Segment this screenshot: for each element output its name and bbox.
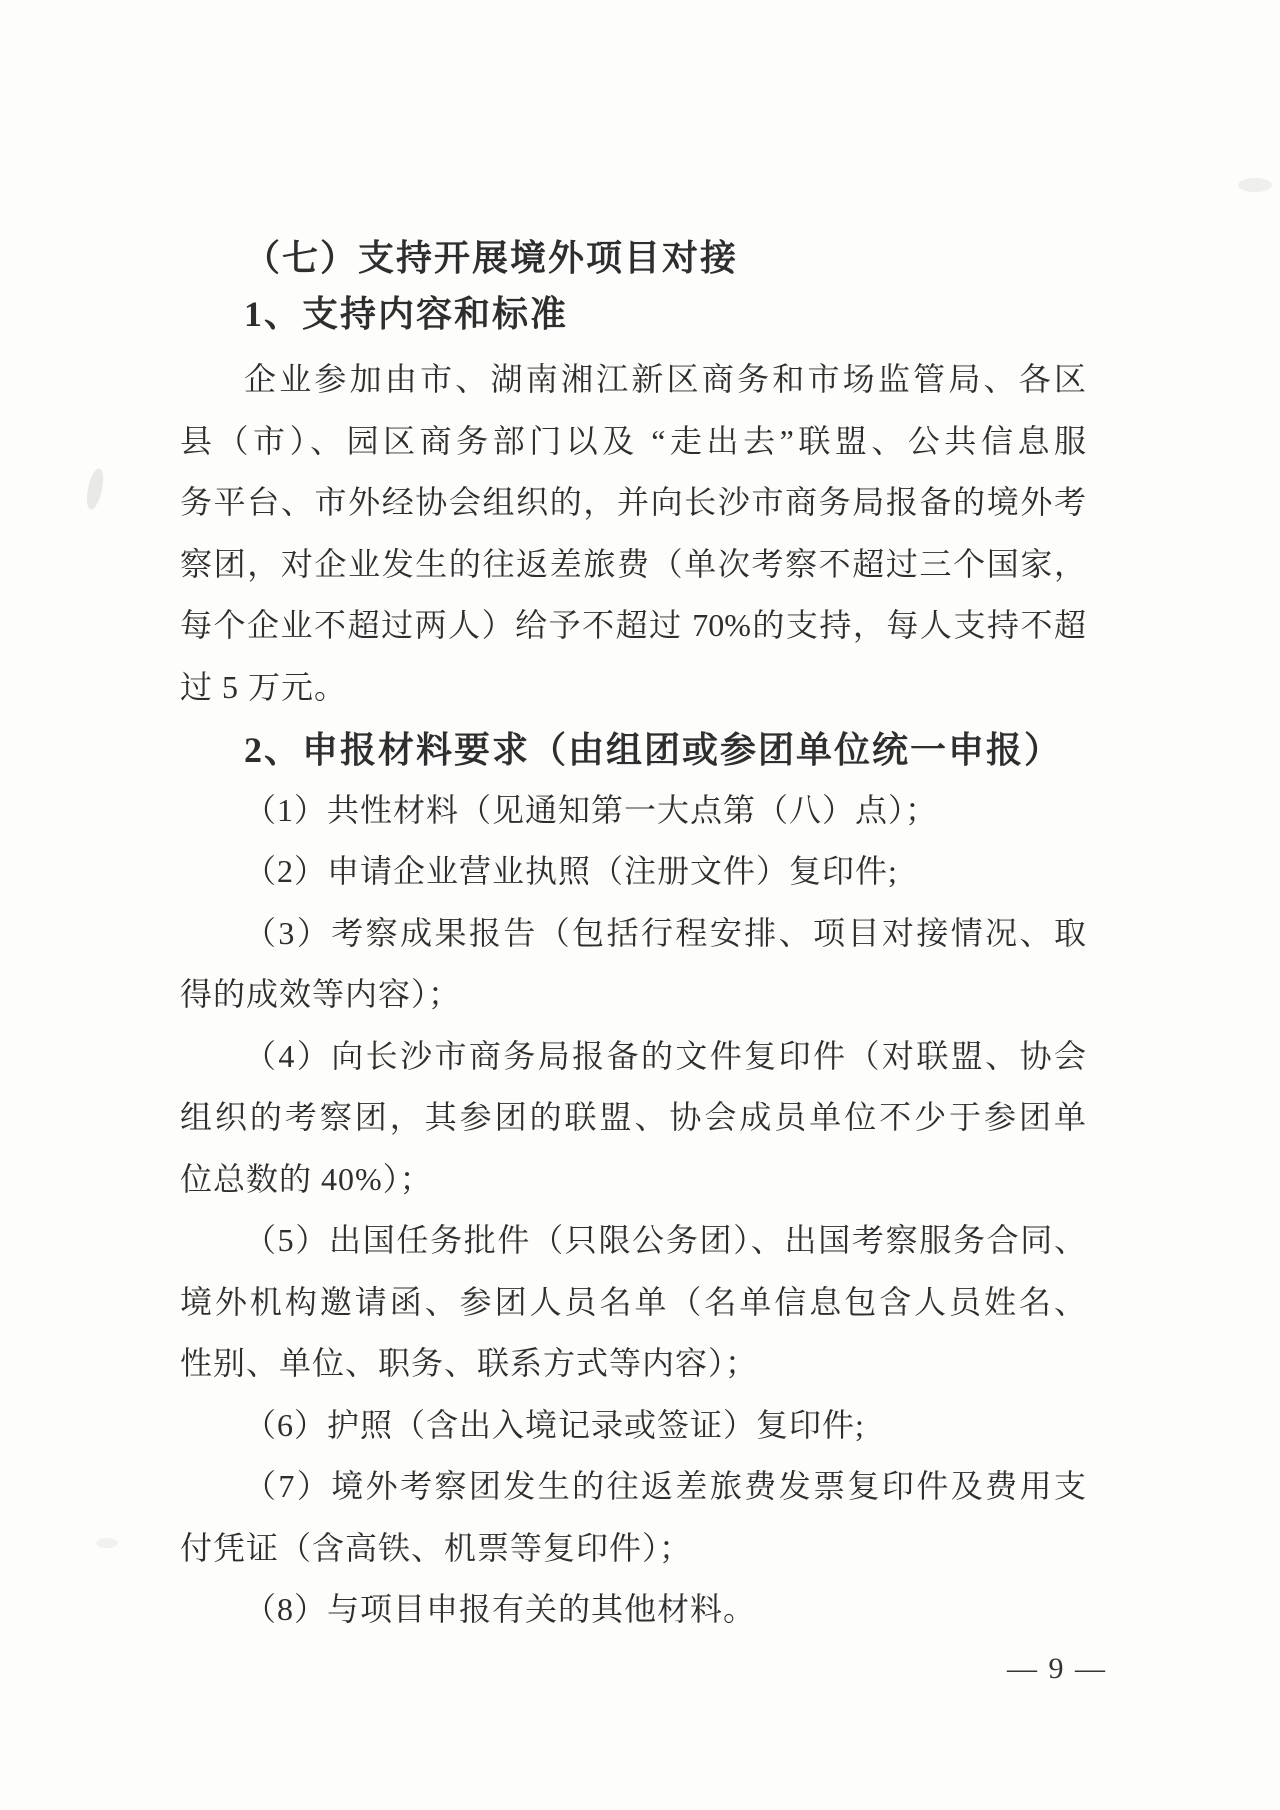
subsection-heading-1: 1、支持内容和标准 <box>244 294 569 334</box>
list-item-line: （5）出国任务批件（只限公务团）、出国考察服务合同、 <box>244 1222 1086 1258</box>
paragraph-line: 每个企业不超过两人）给予不超过 70%的支持，每人支持不超 <box>180 607 1086 643</box>
list-item-line: 付凭证（含高铁、机票等复印件）； <box>180 1530 693 1566</box>
list-item-line: （7）境外考察团发生的往返差旅费发票复印件及费用支 <box>244 1468 1086 1504</box>
scan-smudge <box>1238 178 1272 192</box>
subsection-heading-2: 2、申报材料要求（由组团或参团单位统一申报） <box>244 730 1063 770</box>
paragraph-line: 察团，对企业发生的往返差旅费（单次考察不超过三个国家， <box>180 546 1086 582</box>
list-item-line: 得的成效等内容）； <box>180 976 462 1012</box>
list-item-line: （2）申请企业营业执照（注册文件）复印件; <box>244 853 898 889</box>
scan-smudge <box>84 467 106 511</box>
list-item-line: 位总数的 40%）； <box>180 1161 433 1197</box>
list-item-line: （8）与项目申报有关的其他材料。 <box>244 1591 757 1627</box>
scan-smudge <box>96 1538 118 1548</box>
list-item-line: （4）向长沙市商务局报备的文件复印件（对联盟、协会 <box>244 1038 1086 1074</box>
section-heading: （七）支持开展境外项目对接 <box>244 238 739 278</box>
paragraph-line: 过 5 万元。 <box>180 669 348 705</box>
page-number: — 9 — <box>1007 1652 1107 1685</box>
paragraph-line: 务平台、市外经协会组织的，并向长沙市商务局报备的境外考 <box>180 484 1086 520</box>
list-item-line: 性别、单位、职务、联系方式等内容）； <box>180 1345 759 1381</box>
list-item-line: （3）考察成果报告（包括行程安排、项目对接情况、取 <box>244 915 1086 951</box>
paragraph-line: 企业参加由市、湖南湘江新区商务和市场监管局、各区 <box>244 361 1086 397</box>
list-item-line: （1）共性材料（见通知第一大点第（八）点）； <box>244 792 939 828</box>
list-item-line: （6）护照（含出入境记录或签证）复印件; <box>244 1407 865 1443</box>
list-item-line: 境外机构邀请函、参团人员名单（名单信息包含人员姓名、 <box>180 1284 1086 1320</box>
paragraph-line: 县（市）、园区商务部门以及 “走出去”联盟、公共信息服 <box>180 423 1086 459</box>
list-item-line: 组织的考察团，其参团的联盟、协会成员单位不少于参团单 <box>180 1099 1086 1135</box>
